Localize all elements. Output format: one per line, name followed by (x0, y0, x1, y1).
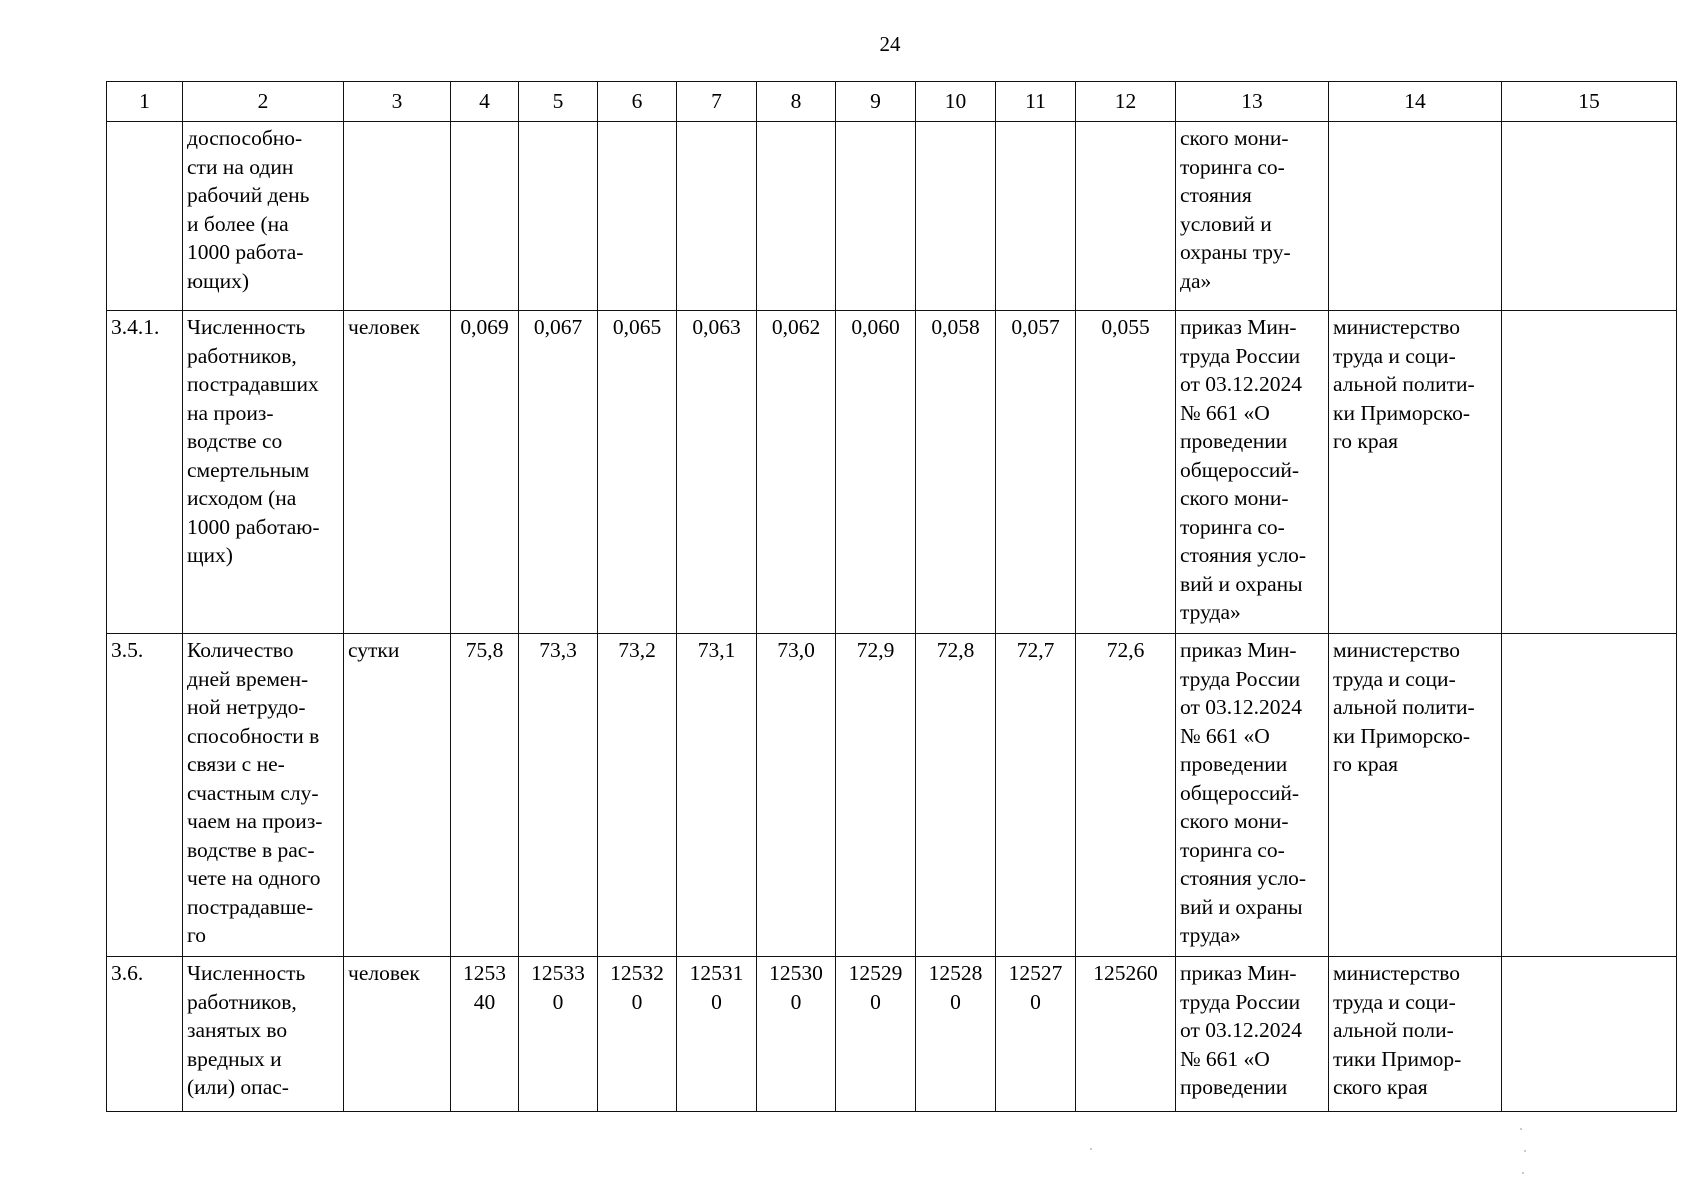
row-code-cell: 3.6. (107, 957, 183, 1112)
value-cell: 125260 (1076, 957, 1176, 1112)
value-cell (757, 122, 836, 311)
row-code-cell: 3.5. (107, 634, 183, 957)
column-header-6: 6 (598, 82, 677, 122)
value-cell: 0,065 (598, 311, 677, 634)
column-header-4: 4 (451, 82, 519, 122)
column-header-14: 14 (1329, 82, 1502, 122)
value-cell (451, 122, 519, 311)
note-cell (1502, 957, 1677, 1112)
value-cell: 12528 0 (916, 957, 996, 1112)
scan-speck (1524, 1150, 1526, 1152)
source-document-cell: приказ Мин- труда России от 03.12.2024 № 661 «О проведении (1176, 957, 1329, 1112)
indicator-name-cell: Количество дней времен- ной нетрудо- способности в связи с не- счастным слу- чаем на произ- водстве в рас- чете на одного пострадавше- го (183, 634, 344, 957)
responsible-body-cell (1329, 122, 1502, 311)
value-cell: 12533 0 (519, 957, 598, 1112)
page-number: 24 (879, 32, 901, 56)
column-header-10: 10 (916, 82, 996, 122)
value-cell (677, 122, 757, 311)
row-code-cell: 3.4.1. (107, 311, 183, 634)
value-cell: 0,063 (677, 311, 757, 634)
column-header-15: 15 (1502, 82, 1677, 122)
unit-cell (344, 122, 451, 311)
indicator-name-cell: доспособно- сти на один рабочий день и более (на 1000 работа- ющих) (183, 122, 344, 311)
value-cell (598, 122, 677, 311)
scan-speck (1090, 1148, 1092, 1150)
table-row (107, 634, 1677, 957)
column-header-13: 13 (1176, 82, 1329, 122)
table-row (107, 311, 1677, 634)
value-cell: 0,067 (519, 311, 598, 634)
indicator-name-cell: Численность работников, пострадавших на произ- водстве со смертельным исходом (на 1000 работаю- щих) (183, 311, 344, 634)
value-cell: 12531 0 (677, 957, 757, 1112)
value-cell (916, 122, 996, 311)
value-cell: 12529 0 (836, 957, 916, 1112)
unit-cell: человек (344, 957, 451, 1112)
column-header-8: 8 (757, 82, 836, 122)
value-cell: 72,7 (996, 634, 1076, 957)
value-cell: 0,060 (836, 311, 916, 634)
column-header-12: 12 (1076, 82, 1176, 122)
row-code-cell (107, 122, 183, 311)
scan-speck (1520, 1128, 1522, 1130)
value-cell: 1253 40 (451, 957, 519, 1112)
note-cell (1502, 122, 1677, 311)
column-header-7: 7 (677, 82, 757, 122)
unit-cell: сутки (344, 634, 451, 957)
column-header-5: 5 (519, 82, 598, 122)
value-cell: 72,6 (1076, 634, 1176, 957)
value-cell: 72,9 (836, 634, 916, 957)
responsible-body-cell: министерство труда и соци- альной полити- ки Приморско- го края (1329, 634, 1502, 957)
value-cell: 0,058 (916, 311, 996, 634)
source-document-cell: приказ Мин- труда России от 03.12.2024 № 661 «О проведении общероссий- ского мони- торинга со- стояния усло- вий и охраны труда» (1176, 311, 1329, 634)
value-cell: 73,2 (598, 634, 677, 957)
value-cell: 0,062 (757, 311, 836, 634)
value-cell: 0,057 (996, 311, 1076, 634)
value-cell: 12527 0 (996, 957, 1076, 1112)
note-cell (1502, 634, 1677, 957)
value-cell (519, 122, 598, 311)
value-cell: 12530 0 (757, 957, 836, 1112)
header-row (107, 82, 1677, 122)
column-header-9: 9 (836, 82, 916, 122)
value-cell: 73,1 (677, 634, 757, 957)
value-cell: 0,055 (1076, 311, 1176, 634)
value-cell: 73,0 (757, 634, 836, 957)
column-header-2: 2 (183, 82, 344, 122)
indicator-name-cell: Численность работников, занятых во вредных и (или) опас- (183, 957, 344, 1112)
value-cell (1076, 122, 1176, 311)
value-cell (836, 122, 916, 311)
note-cell (1502, 311, 1677, 634)
value-cell (996, 122, 1076, 311)
responsible-body-cell: министерство труда и соци- альной поли- тики Примор- ского края (1329, 957, 1502, 1112)
column-header-1: 1 (107, 82, 183, 122)
source-document-cell: ского мони- торинга со- стояния условий и охраны тру- да» (1176, 122, 1329, 311)
table-row (107, 957, 1677, 1112)
value-cell: 0,069 (451, 311, 519, 634)
responsible-body-cell: министерство труда и соци- альной полити- ки Приморско- го края (1329, 311, 1502, 634)
table-row (107, 122, 1677, 311)
column-header-3: 3 (344, 82, 451, 122)
value-cell: 75,8 (451, 634, 519, 957)
value-cell: 12532 0 (598, 957, 677, 1112)
unit-cell: человек (344, 311, 451, 634)
indicators-table (106, 81, 1677, 1112)
column-header-11: 11 (996, 82, 1076, 122)
value-cell: 72,8 (916, 634, 996, 957)
scan-speck (1522, 1172, 1524, 1174)
source-document-cell: приказ Мин- труда России от 03.12.2024 № 661 «О проведении общероссий- ского мони- торинга со- стояния усло- вий и охраны труда» (1176, 634, 1329, 957)
value-cell: 73,3 (519, 634, 598, 957)
